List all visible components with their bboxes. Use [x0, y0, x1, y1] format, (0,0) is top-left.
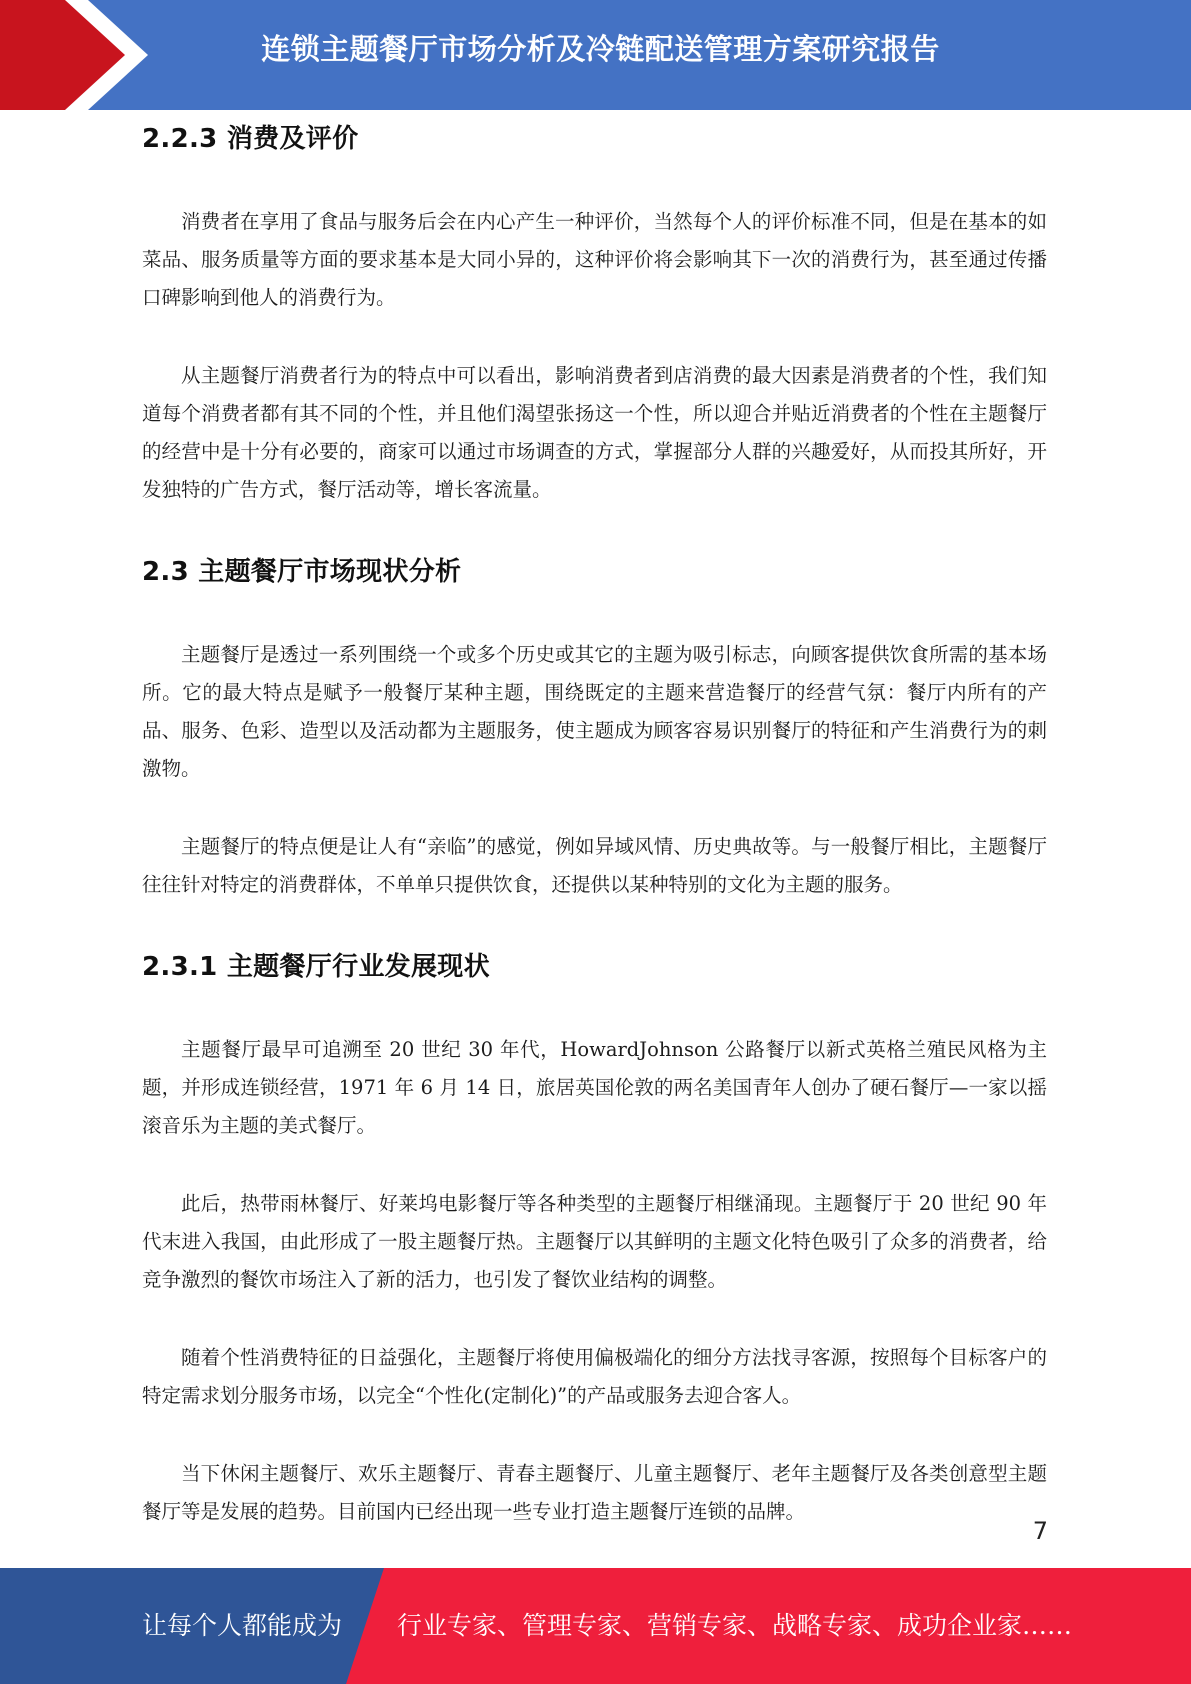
report-title: 连锁主题餐厅市场分析及冷链配送管理方案研究报告: [261, 32, 940, 66]
page-number: 7: [1032, 1517, 1048, 1545]
paragraph: 主题餐厅最早可追溯至 20 世纪 30 年代，HowardJohnson 公路餐厅以新式英格兰殖民风格为主题，并形成连锁经营，1971 年 6 月 14 日，旅居英国伦敦的两名美国青年人创办了硬石餐厅—一家以摇滚音乐为主题的美式餐厅。: [142, 1038, 1047, 1137]
section-heading-2-3: 2.3 主题餐厅市场现状分析: [142, 557, 462, 587]
paragraph: 主题餐厅是透过一系列围绕一个或多个历史或其它的主题为吸引标志，向顾客提供饮食所需的基本场所。它的最大特点是赋予一般餐厅某种主题，围绕既定的主题来营造餐厅的经营气氛：餐厅内所有的产品、服务、色彩、造型以及活动都为主题服务，使主题成为顾客容易识别餐厅的特征和产生消费行为的刺激物。: [142, 643, 1047, 780]
section-heading-2-3-1: 2.3.1 主题餐厅行业发展现状: [142, 952, 490, 982]
paragraph: 随着个性消费特征的日益强化，主题餐厅将使用偏极端化的细分方法找寻客源，按照每个目标客户的特定需求划分服务市场，以完全“个性化(定制化)”的产品或服务去迎合客人。: [142, 1346, 1047, 1407]
header-arrow-graphic: [0, 0, 160, 110]
paragraph: 从主题餐厅消费者行为的特点中可以看出，影响消费者到店消费的最大因素是消费者的个性，我们知道每个消费者都有其不同的个性，并且他们渴望张扬这一个性，所以迎合并贴近消费者的个性在主题餐厅的经营中是十分有必要的，商家可以通过市场调查的方式，掌握部分人群的兴趣爱好，从而投其所好，开发独特的广告方式，餐厅活动等，增长客流量。: [142, 364, 1047, 501]
footer-slogan-left: 让每个人都能成为: [142, 1611, 343, 1640]
page-header: [0, 0, 1191, 110]
page-content: [142, 118, 1047, 1531]
paragraph: 主题餐厅的特点便是让人有“亲临”的感觉，例如异域风情、历史典故等。与一般餐厅相比，主题餐厅往往针对特定的消费群体，不单单只提供饮食，还提供以某种特别的文化为主题的服务。: [142, 835, 1047, 896]
paragraph: 此后，热带雨林餐厅、好莱坞电影餐厅等各种类型的主题餐厅相继涌现。主题餐厅于 20 世纪 90 年代末进入我国，由此形成了一股主题餐厅热。主题餐厅以其鲜明的主题文化特色吸引了众多的消费者，给竞争激烈的餐饮市场注入了新的活力，也引发了餐饮业结构的调整。: [142, 1192, 1047, 1291]
page-footer: [0, 1568, 1191, 1684]
paragraph: 当下休闲主题餐厅、欢乐主题餐厅、青春主题餐厅、儿童主题餐厅、老年主题餐厅及各类创意型主题餐厅等是发展的趋势。目前国内已经出现一些专业打造主题餐厅连锁的品牌。: [142, 1462, 1047, 1523]
section-heading-2-2-3: 2.2.3 消费及评价: [142, 124, 359, 154]
footer-slogan-right: 行业专家、管理专家、营销专家、战略专家、成功企业家……: [397, 1611, 1073, 1640]
paragraph: 消费者在享用了食品与服务后会在内心产生一种评价，当然每个人的评价标准不同，但是在基本的如菜品、服务质量等方面的要求基本是大同小异的，这种评价将会影响其下一次的消费行为，甚至通过传播口碑影响到他人的消费行为。: [142, 210, 1047, 309]
